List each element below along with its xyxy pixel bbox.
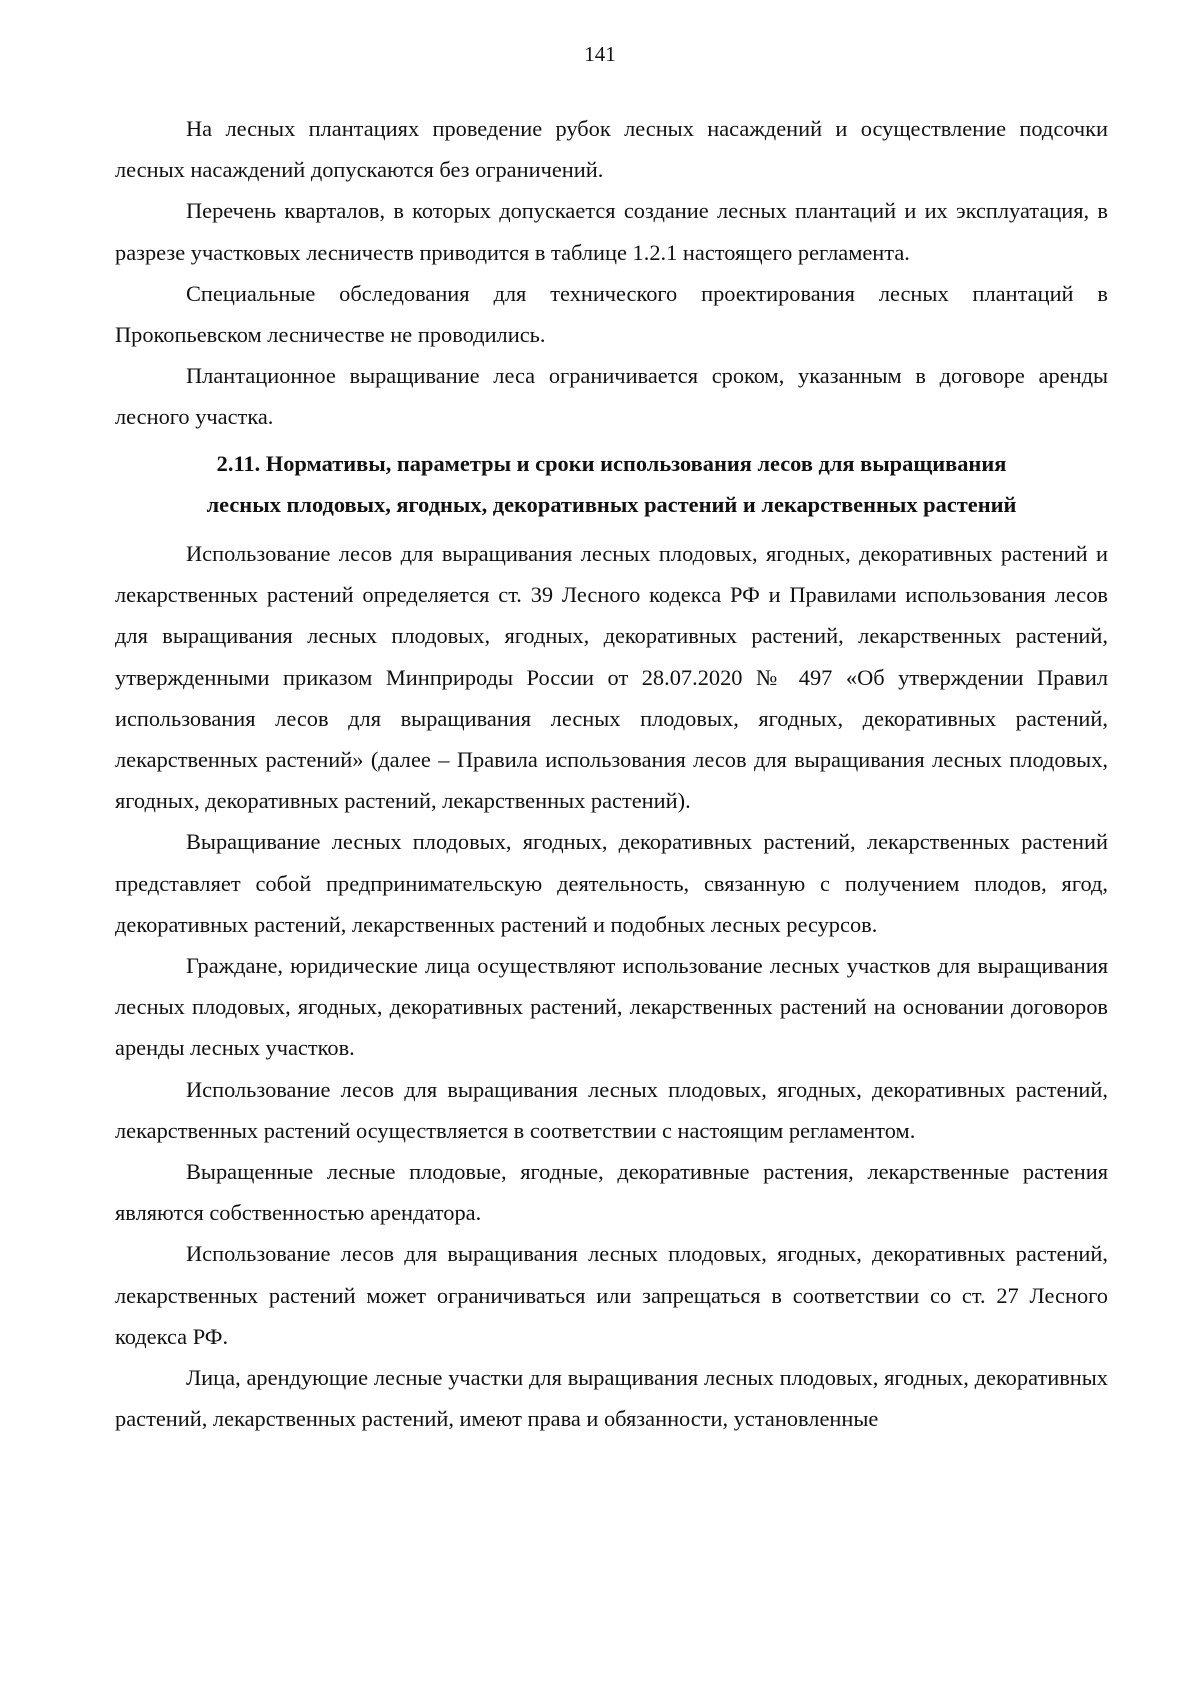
paragraph: Использование лесов для выращивания лесных плодовых, ягодных, декоративных растений, лекарственных растений может ограничиваться или запрещаться в соответствии со ст. 27 Лесного кодекса РФ. [115,1241,1108,1349]
page-number: 141 [584,42,616,66]
document-body [115,108,1108,1440]
section-heading-line: лесных плодовых, ягодных, декоративных растений и лекарственных растений [206,491,1017,517]
paragraph: Выращивание лесных плодовых, ягодных, декоративных растений, лекарственных растений представляет собой предпринимательскую деятельность, связанную с получением плодов, ягод, декоративных растений, лекарственных растений и подобных лесных ресурсов. [115,829,1108,937]
paragraph: Специальные обследования для технического проектирования лесных плантаций в Прокопьевском лесничестве не проводились. [115,280,1108,348]
paragraph: Использование лесов для выращивания лесных плодовых, ягодных, декоративных растений и лекарственных растений определяется ст. 39 Лесного кодекса РФ и Правилами использования лесов для выращивания лесных плодовых, ягодных, декоративных растений, лекарственных растений, утвержденными приказом Минприроды России от 28.07.2020 № 497 «Об утверждении Правил использования лесов для выращивания лесных плодовых, ягодных, декоративных растений, лекарственных растений» (далее – Правила использования лесов для выращивания лесных плодовых, ягодных, декоративных растений, лекарственных растений). [115,541,1108,814]
section-heading-line: 2.11. Нормативы, параметры и сроки использования лесов для выращивания [216,450,1007,476]
paragraph: Перечень кварталов, в которых допускается создание лесных плантаций и их эксплуатация, в разрезе участковых лесничеств приводится в таблице 1.2.1 настоящего регламента. [115,198,1108,265]
paragraph: Выращенные лесные плодовые, ягодные, декоративные растения, лекарственные растения являются собственностью арендатора. [115,1159,1108,1226]
paragraph: Граждане, юридические лица осуществляют использование лесных участков для выращивания лесных плодовых, ягодных, декоративных растений, лекарственных растений на основании договоров аренды лесных участков. [115,953,1108,1061]
section-heading [115,443,1108,525]
paragraph: Использование лесов для выращивания лесных плодовых, ягодных, декоративных растений, лекарственных растений осуществляется в соответствии с настоящим регламентом. [115,1076,1108,1143]
paragraph: На лесных плантациях проведение рубок лесных насаждений и осуществление подсочки лесных насаждений допускаются без ограничений. [115,116,1108,183]
paragraph: Плантационное выращивание леса ограничивается сроком, указанным в договоре аренды лесного участка. [115,363,1108,430]
paragraph: Лица, арендующие лесные участки для выращивания лесных плодовых, ягодных, декоративных растений, лекарственных растений, имеют права и обязанности, установленные [115,1365,1108,1432]
